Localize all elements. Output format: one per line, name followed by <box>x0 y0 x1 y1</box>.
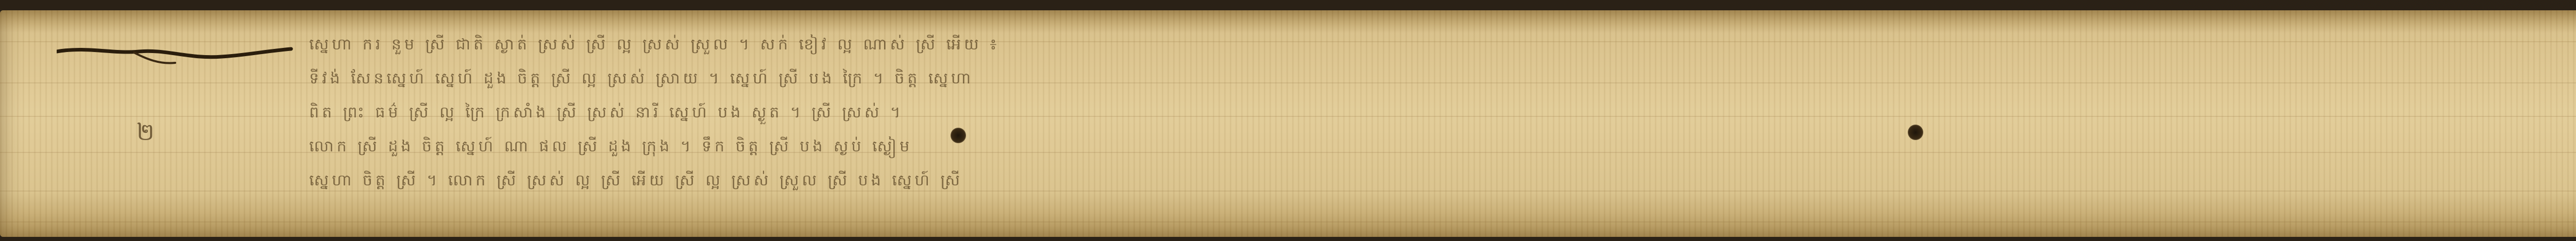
text-line-5: ស្នេហា ចិត្ត ស្រី ។ លោក ស្រី ស្រស់ ល្អ ស្រី អើយ ស្រី ល្អ ស្រស់ ស្រួល ស្រី បង ស្នេហ៍ ស្រី <box>309 171 963 190</box>
text-line-4: លោក ស្រី ដួង ចិត្ត ស្នេហ៍ ណា ផល ស្រី ដួង ក្រុង ។ ទឹក ចិត្ត ស្រី បង ស្ងប់ ស្ងៀម <box>309 137 913 156</box>
text-line-1: ស្នេហា ករ នួម ស្រី ជាតិ ស្ងាត់ ស្រស់ ស្រី ល្អ ស្រស់ ស្រួល ។ សក់ ខៀវ ល្អ ណាស់ ស្រី អើយ ៖ <box>309 36 1000 54</box>
text-line-3: ពិត ព្រះ ធម៌ ស្រី ល្អ ក្រៃ ក្រសាំង ស្រី ស្រស់ នារី ស្នេហ៍ បង ស្ងួត ។ ស្រី ស្រស់ ។ <box>309 104 904 122</box>
manuscript-text <box>309 28 2576 198</box>
leaf-grain-line <box>0 221 2576 222</box>
page-number: ២ <box>137 118 155 146</box>
leaf-crack-mark <box>57 36 294 77</box>
palm-leaf-manuscript <box>0 10 2576 237</box>
text-line-2: ទីវង់ សែនស្នេហ៍ ស្នេហ៍ ដួង ចិត្ត ស្រី ល្អ ស្រស់ ស្រាយ ។ ស្នេហ៍ ស្រី បង ក្រៃ ។ ចិត្ត ស្នេហា <box>309 70 974 88</box>
